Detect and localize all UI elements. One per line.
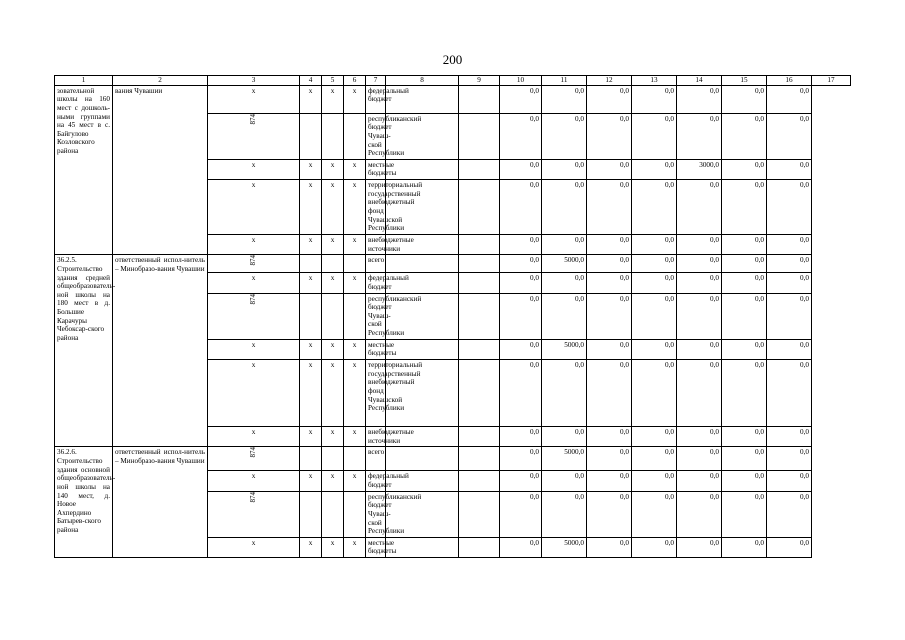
value-cell: 0,0 — [587, 180, 632, 235]
value-cell: 0,0 — [767, 491, 812, 537]
code-cell: x — [344, 85, 366, 113]
header-cell: 5 — [322, 76, 344, 86]
code-cell — [344, 447, 366, 471]
value-cell: 0,0 — [500, 113, 542, 159]
value-cell: 5000,0 — [542, 537, 587, 557]
code-cell: x — [208, 273, 300, 293]
header-cell: 9 — [459, 76, 500, 86]
value-cell: 0,0 — [677, 537, 722, 557]
funding-source: местные бюджеты — [366, 537, 386, 557]
funding-source: федеральный бюджет — [366, 273, 386, 293]
code-cell: x — [300, 85, 322, 113]
code-cell: x — [208, 234, 300, 254]
code-cell: x — [208, 537, 300, 557]
value-cell: 0,0 — [677, 85, 722, 113]
value-cell: 0,0 — [722, 159, 767, 179]
code-cell — [300, 491, 322, 537]
value-cell: 0,0 — [677, 491, 722, 537]
header-cell: 14 — [677, 76, 722, 86]
funding-source: местные бюджеты — [366, 339, 386, 359]
empty-cell — [459, 273, 500, 293]
value-cell: 0,0 — [542, 491, 587, 537]
funding-source: всего — [366, 447, 386, 471]
code-cell: x — [300, 471, 322, 491]
value-cell: 0,0 — [587, 85, 632, 113]
code-cell — [300, 447, 322, 471]
code-cell — [208, 293, 300, 339]
empty-cell — [459, 471, 500, 491]
empty-cell — [459, 113, 500, 159]
code-cell: x — [322, 234, 344, 254]
value-cell: 0,0 — [722, 255, 767, 273]
code-cell: x — [322, 85, 344, 113]
code-cell: x — [322, 339, 344, 359]
empty-cell — [459, 537, 500, 557]
executor: вания Чувашии — [113, 85, 208, 255]
empty-cell — [459, 180, 500, 235]
value-cell: 0,0 — [767, 273, 812, 293]
code-cell — [322, 491, 344, 537]
empty-cell — [459, 427, 500, 447]
value-cell: 0,0 — [722, 180, 767, 235]
value-cell: 0,0 — [722, 491, 767, 537]
empty-cell — [459, 85, 500, 113]
code-cell: x — [344, 427, 366, 447]
value-cell: 0,0 — [722, 85, 767, 113]
code-cell: x — [344, 471, 366, 491]
value-cell: 0,0 — [542, 180, 587, 235]
value-cell: 0,0 — [632, 234, 677, 254]
value-cell: 0,0 — [587, 471, 632, 491]
code-cell — [208, 255, 300, 273]
code-cell — [208, 491, 300, 537]
funding-source: республиканский бюджет Чуваш-ской Республики — [366, 113, 386, 159]
value-cell: 0,0 — [722, 471, 767, 491]
code-cell: x — [208, 427, 300, 447]
header-cell: 3 — [208, 76, 300, 86]
funding-source: федеральный бюджет — [366, 471, 386, 491]
code-cell — [322, 255, 344, 273]
code-cell: x — [300, 537, 322, 557]
funding-source: республиканский бюджет Чуваш-ской Республики — [366, 293, 386, 339]
value-cell: 0,0 — [632, 339, 677, 359]
value-cell: 0,0 — [587, 537, 632, 557]
funding-source: территориальный государственный внебюджетный фонд Чувашской Республики — [366, 180, 386, 235]
code-cell: x — [300, 180, 322, 235]
empty-cell — [386, 255, 459, 273]
value-cell: 0,0 — [677, 293, 722, 339]
value-cell: 0,0 — [500, 255, 542, 273]
empty-cell — [459, 255, 500, 273]
executor: ответственный испол-нитель – Минобразо-вания Чувашии — [113, 255, 208, 447]
value-cell: 0,0 — [677, 471, 722, 491]
value-cell: 0,0 — [500, 471, 542, 491]
value-cell: 0,0 — [677, 339, 722, 359]
code-cell — [344, 293, 366, 339]
value-cell: 0,0 — [632, 293, 677, 339]
value-cell: 0,0 — [500, 234, 542, 254]
header-cell: 12 — [587, 76, 632, 86]
header-cell: 2 — [113, 76, 208, 86]
value-cell: 0,0 — [587, 339, 632, 359]
header-cell: 15 — [722, 76, 767, 86]
empty-cell — [386, 447, 459, 471]
value-cell: 0,0 — [587, 293, 632, 339]
value-cell: 0,0 — [587, 255, 632, 273]
value-cell: 0,0 — [767, 293, 812, 339]
value-cell: 0,0 — [767, 471, 812, 491]
value-cell: 0,0 — [722, 537, 767, 557]
code-cell: x — [322, 471, 344, 491]
value-cell: 0,0 — [722, 273, 767, 293]
value-cell: 0,0 — [632, 159, 677, 179]
code-cell — [322, 293, 344, 339]
code-cell: x — [208, 360, 300, 427]
code-cell: x — [300, 234, 322, 254]
value-cell: 5000,0 — [542, 339, 587, 359]
value-cell: 0,0 — [500, 293, 542, 339]
value-cell: 0,0 — [632, 427, 677, 447]
value-cell: 0,0 — [767, 427, 812, 447]
code-cell: x — [322, 273, 344, 293]
value-cell: 0,0 — [542, 234, 587, 254]
code-text-rotated: 874 — [249, 491, 258, 503]
code-text-rotated: 874 — [249, 293, 258, 304]
value-cell: 0,0 — [500, 159, 542, 179]
funding-source: местные бюджеты — [366, 159, 386, 179]
funding-source: внебюджетные источники — [366, 427, 386, 447]
table-row — [55, 447, 851, 471]
code-cell — [344, 491, 366, 537]
value-cell: 0,0 — [632, 360, 677, 427]
value-cell: 0,0 — [587, 234, 632, 254]
code-cell: x — [300, 427, 322, 447]
value-cell: 0,0 — [500, 273, 542, 293]
code-cell: x — [322, 360, 344, 427]
value-cell: 0,0 — [632, 273, 677, 293]
value-cell: 5000,0 — [542, 255, 587, 273]
header-cell: 8 — [386, 76, 459, 86]
code-cell: x — [344, 360, 366, 427]
code-cell: x — [300, 339, 322, 359]
page-number: 200 — [442, 52, 463, 67]
code-cell: x — [300, 360, 322, 427]
value-cell: 0,0 — [767, 234, 812, 254]
code-cell: x — [322, 427, 344, 447]
code-cell — [322, 113, 344, 159]
value-cell: 0,0 — [542, 113, 587, 159]
header-cell: 13 — [632, 76, 677, 86]
value-cell: 0,0 — [587, 159, 632, 179]
code-cell — [300, 293, 322, 339]
empty-cell — [459, 447, 500, 471]
header-row — [55, 76, 851, 86]
code-cell: x — [344, 159, 366, 179]
funding-source: территориальный государственный внебюджетный фонд Чувашской Республики — [366, 360, 386, 427]
code-cell: x — [300, 273, 322, 293]
empty-cell — [459, 234, 500, 254]
code-cell — [300, 255, 322, 273]
code-cell: x — [208, 159, 300, 179]
funding-source: всего — [366, 255, 386, 273]
value-cell: 0,0 — [677, 180, 722, 235]
value-cell: 0,0 — [677, 113, 722, 159]
value-cell: 0,0 — [587, 273, 632, 293]
value-cell: 0,0 — [677, 273, 722, 293]
header-cell: 11 — [542, 76, 587, 86]
value-cell: 3000,0 — [677, 159, 722, 179]
code-cell — [322, 447, 344, 471]
value-cell: 0,0 — [722, 339, 767, 359]
header-cell: 10 — [500, 76, 542, 86]
executor: ответственный испол-нитель – Минобразо-вания Чувашии — [113, 447, 208, 558]
value-cell: 0,0 — [587, 427, 632, 447]
empty-cell — [386, 159, 459, 179]
empty-cell — [459, 360, 500, 427]
value-cell: 0,0 — [632, 255, 677, 273]
value-cell: 0,0 — [722, 427, 767, 447]
code-cell: x — [344, 339, 366, 359]
value-cell: 0,0 — [542, 159, 587, 179]
value-cell: 0,0 — [587, 447, 632, 471]
activity-description: 36.2.5. Строительство здания средней общеобразователь-ной школы на 180 мест в д. Большие Карачуры Чебоксар-ского района — [55, 255, 113, 447]
value-cell: 0,0 — [587, 491, 632, 537]
value-cell: 0,0 — [677, 360, 722, 427]
value-cell: 0,0 — [542, 471, 587, 491]
value-cell: 0,0 — [542, 85, 587, 113]
value-cell: 0,0 — [500, 360, 542, 427]
funding-source: федеральный бюджет — [366, 85, 386, 113]
value-cell: 0,0 — [542, 427, 587, 447]
value-cell: 0,0 — [542, 360, 587, 427]
value-cell: 0,0 — [677, 255, 722, 273]
code-cell: x — [208, 339, 300, 359]
code-text-rotated: 874 — [249, 113, 258, 125]
code-text-rotated: 874 — [249, 447, 258, 458]
code-cell: x — [344, 180, 366, 235]
value-cell: 0,0 — [677, 427, 722, 447]
value-cell: 0,0 — [500, 85, 542, 113]
activity-description: зовательной школы на 160 мест с дошколь-ными группами на 45 мест в с. Байгулово Козловского района — [55, 85, 113, 255]
code-cell: x — [322, 159, 344, 179]
value-cell: 0,0 — [632, 85, 677, 113]
value-cell: 0,0 — [587, 113, 632, 159]
table-row — [55, 85, 851, 113]
value-cell: 0,0 — [632, 491, 677, 537]
code-cell: x — [208, 180, 300, 235]
code-cell: x — [208, 85, 300, 113]
value-cell: 0,0 — [722, 234, 767, 254]
value-cell: 0,0 — [500, 447, 542, 471]
value-cell: 0,0 — [767, 255, 812, 273]
value-cell: 0,0 — [722, 293, 767, 339]
value-cell: 0,0 — [632, 447, 677, 471]
code-cell: x — [344, 234, 366, 254]
value-cell: 0,0 — [677, 447, 722, 471]
code-cell: x — [322, 537, 344, 557]
value-cell: 0,0 — [500, 537, 542, 557]
code-cell — [208, 113, 300, 159]
value-cell: 0,0 — [500, 491, 542, 537]
empty-cell — [459, 293, 500, 339]
header-cell: 6 — [344, 76, 366, 86]
value-cell: 0,0 — [767, 447, 812, 471]
value-cell: 0,0 — [632, 113, 677, 159]
value-cell: 0,0 — [677, 234, 722, 254]
value-cell: 0,0 — [722, 360, 767, 427]
code-cell: x — [344, 273, 366, 293]
code-cell — [208, 447, 300, 471]
value-cell: 0,0 — [632, 180, 677, 235]
funding-source: республиканский бюджет Чуваш-ской Республики — [366, 491, 386, 537]
code-cell — [300, 113, 322, 159]
code-cell: x — [344, 537, 366, 557]
value-cell: 0,0 — [542, 293, 587, 339]
value-cell: 0,0 — [767, 180, 812, 235]
header-cell: 17 — [812, 76, 851, 86]
value-cell: 0,0 — [722, 447, 767, 471]
value-cell: 0,0 — [722, 113, 767, 159]
empty-cell — [386, 537, 459, 557]
value-cell: 0,0 — [500, 339, 542, 359]
value-cell: 0,0 — [767, 537, 812, 557]
empty-cell — [386, 339, 459, 359]
funding-source: внебюджетные источники — [366, 234, 386, 254]
value-cell: 0,0 — [632, 537, 677, 557]
header-cell: 1 — [55, 76, 113, 86]
code-cell: x — [300, 159, 322, 179]
value-cell: 0,0 — [632, 471, 677, 491]
code-cell — [344, 113, 366, 159]
empty-cell — [459, 159, 500, 179]
header-cell: 16 — [767, 76, 812, 86]
code-cell — [344, 255, 366, 273]
value-cell: 0,0 — [767, 360, 812, 427]
activity-description: 36.2.6. Строительство здания основной общеобразователь-ной школы на 140 мест, д. Новое Ахпердино Батырев-ского района — [55, 447, 113, 558]
table-row — [55, 255, 851, 273]
value-cell: 0,0 — [500, 427, 542, 447]
value-cell: 5000,0 — [542, 447, 587, 471]
value-cell: 0,0 — [500, 180, 542, 235]
empty-cell — [459, 491, 500, 537]
value-cell: 0,0 — [767, 159, 812, 179]
value-cell: 0,0 — [542, 273, 587, 293]
code-cell: x — [208, 471, 300, 491]
empty-cell — [459, 339, 500, 359]
header-cell: 7 — [366, 76, 386, 86]
budget-table — [54, 75, 851, 558]
header-cell: 4 — [300, 76, 322, 86]
value-cell: 0,0 — [767, 339, 812, 359]
code-text-rotated: 874 — [249, 255, 258, 266]
value-cell: 0,0 — [767, 85, 812, 113]
value-cell: 0,0 — [767, 113, 812, 159]
value-cell: 0,0 — [587, 360, 632, 427]
code-cell: x — [322, 180, 344, 235]
